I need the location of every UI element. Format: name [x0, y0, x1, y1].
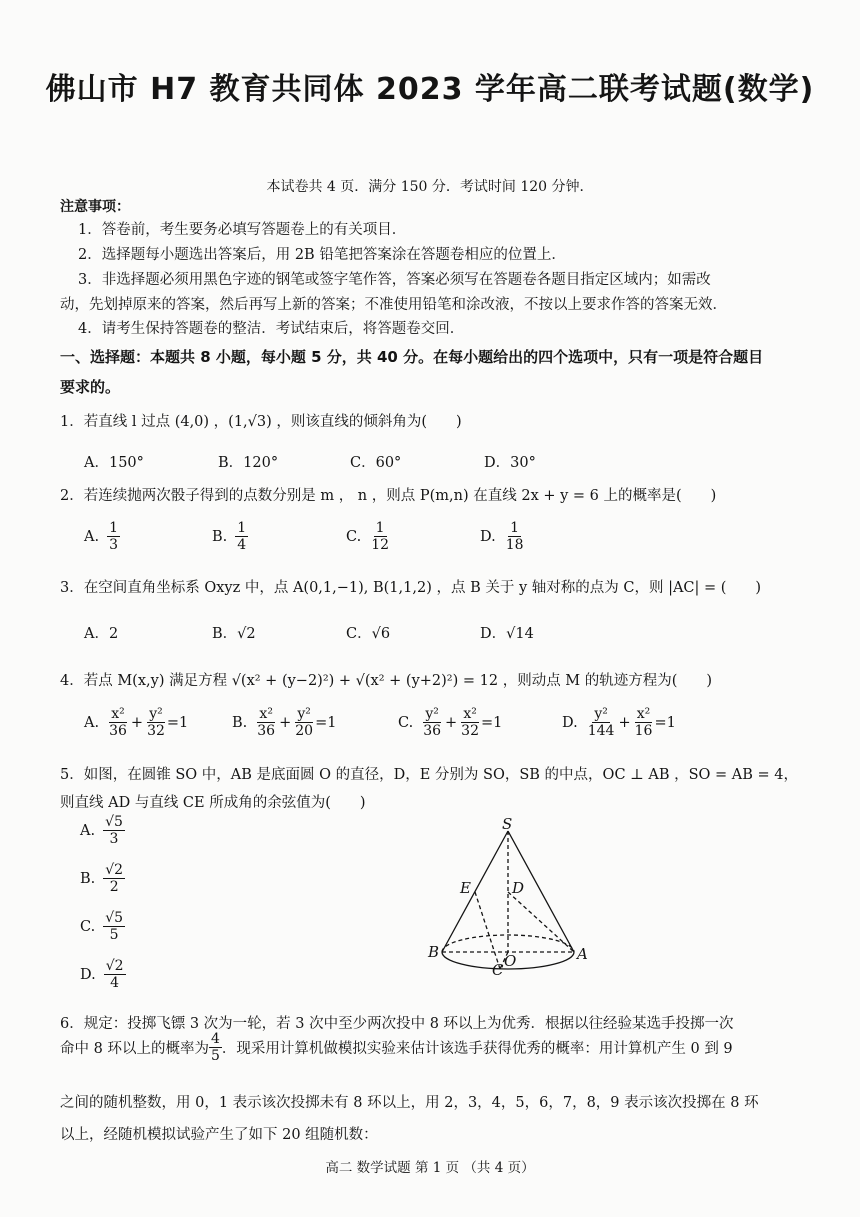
- equation-rhs: =1: [315, 714, 337, 731]
- numerator: 1: [109, 520, 119, 536]
- equation-rhs: =1: [166, 714, 189, 731]
- q5-option-d: [80, 958, 126, 991]
- option-label: B.: [232, 714, 248, 731]
- denominator: 5: [210, 1048, 220, 1065]
- notice-item: 动，先划掉原来的答案，然后再写上新的答案；不准使用铅笔和涂改液，不按以上要求作答的答案无效．: [60, 297, 727, 313]
- option-label: B.: [80, 870, 96, 887]
- q3-option-a: [84, 622, 118, 643]
- numerator: x²: [463, 706, 477, 722]
- denominator: 12: [371, 537, 390, 554]
- q2-option-a: [84, 520, 120, 553]
- fraction: [235, 520, 248, 553]
- equation-rhs: =1: [654, 714, 676, 731]
- cone-figure: [420, 815, 600, 975]
- fraction: [209, 1031, 222, 1064]
- question-2-stem: 2．若连续抛两次骰子得到的点数分别是 m ， n ，则点 P(m,n) 在直线 2x + y = 6 上的概率是( ): [60, 488, 717, 504]
- numerator: 1: [510, 520, 520, 536]
- numerator: √2: [105, 958, 124, 974]
- numerator: y²: [297, 706, 311, 722]
- denominator: 20: [295, 723, 314, 740]
- section-heading: 一、选择题：本题共 8 小题，每小题 5 分，共 40 分。在每小题给出的四个选项中，只有一项是符合题目: [60, 348, 764, 366]
- option-label: C．: [346, 626, 372, 642]
- plus-sign: +: [618, 714, 631, 731]
- plus-sign: +: [279, 714, 292, 731]
- numerator: √2: [105, 862, 124, 878]
- numerator: x²: [111, 706, 125, 722]
- numerator: y²: [425, 706, 439, 722]
- q4-option-c: [398, 706, 502, 739]
- option-label: A.: [84, 528, 100, 545]
- fraction: [369, 520, 391, 553]
- label-B: B: [428, 943, 440, 961]
- q2-option-c: [346, 520, 391, 553]
- q1-option-b: B．120°: [218, 455, 279, 471]
- numerator: x²: [259, 706, 273, 722]
- denominator: 36: [257, 723, 276, 740]
- question-5-stem: 5．如图，在圆锥 SO 中，AB 是底面圆 O 的直径，D，E 分别为 SO，SB 的中点，OC ⊥ AB ，SO = AB = 4，: [60, 767, 799, 783]
- numerator: y²: [594, 706, 608, 722]
- q1-option-c: C．60°: [350, 455, 402, 471]
- fraction: [103, 910, 125, 943]
- exam-info: 本试卷共 4 页．满分 150 分．考试时间 120 分钟．: [266, 179, 594, 195]
- denominator: 36: [423, 723, 442, 740]
- q4-option-a: [84, 706, 188, 739]
- option-label: D.: [480, 528, 496, 545]
- page-footer: 高二 数学试题 第 1 页 （共 4 页）: [325, 1160, 535, 1176]
- option-label: C.: [398, 714, 414, 731]
- q2-option-b: [212, 520, 248, 553]
- option-label: A．: [84, 626, 109, 642]
- question-6-line2: [60, 1031, 733, 1064]
- numerator: √5: [105, 910, 124, 926]
- option-value: √14: [506, 626, 534, 642]
- option-value: 2: [108, 626, 119, 642]
- denominator: 36: [109, 723, 127, 740]
- q2-option-d: [480, 520, 526, 553]
- q4-option-d: [562, 706, 676, 739]
- q4-option-b: [232, 706, 336, 739]
- q6-text: 命中 8 环以上的概率为: [60, 1041, 209, 1058]
- question-6-line4: 以上，经随机模拟试验产生了如下 20 组随机数：: [60, 1127, 378, 1143]
- q5-option-b: [80, 862, 125, 895]
- fraction: [107, 706, 129, 739]
- q5-option-a: [80, 814, 125, 847]
- fraction: [103, 862, 125, 895]
- label-E: E: [460, 879, 471, 897]
- q3-option-c: [346, 622, 390, 643]
- option-label: C.: [80, 918, 96, 935]
- label-O: O: [504, 952, 517, 970]
- segment-EC: [475, 892, 500, 969]
- plus-sign: +: [130, 714, 144, 731]
- notice-heading: 注意事项：: [60, 199, 130, 215]
- question-1-stem: 1．若直线 l 过点 (4,0) ，(1,√3) ，则该直线的倾斜角为( ): [60, 414, 462, 430]
- option-label: B．: [212, 626, 238, 642]
- denominator: 4: [110, 975, 120, 992]
- q1-option-a: A．150°: [84, 455, 144, 471]
- fraction: [145, 706, 167, 739]
- fraction: [421, 706, 443, 739]
- q3-option-d: [480, 622, 534, 643]
- numerator: √5: [105, 814, 123, 830]
- question-6-stem: 6．规定：投掷飞镖 3 次为一轮，若 3 次中至少两次投中 8 环以上为优秀．根据以往经验某选手投掷一次: [60, 1016, 734, 1032]
- numerator: y²: [149, 706, 163, 722]
- notice-item: 1．答卷前，考生要务必填写答题卷上的有关项目．: [78, 222, 407, 238]
- edge-SB: [442, 831, 508, 952]
- notice-item: 4．请考生保持答题卷的整洁．考试结束后，将答题卷交回．: [78, 321, 465, 337]
- option-label: D．: [480, 626, 507, 642]
- denominator: 2: [109, 879, 119, 896]
- label-A: A: [577, 945, 588, 963]
- denominator: 5: [109, 927, 119, 944]
- option-label: C.: [346, 528, 362, 545]
- denominator: 18: [505, 537, 524, 554]
- question-4-stem: 4．若点 M(x,y) 满足方程 √(x² + (y−2)²) + √(x² + (y+2)²) = 12 ，则动点 M 的轨迹方程为( ): [60, 673, 713, 689]
- q3-option-b: [212, 622, 256, 643]
- fraction: [103, 814, 125, 847]
- option-label: B.: [212, 528, 228, 545]
- fraction: [107, 520, 120, 553]
- section-heading-cont: 要求的。: [60, 378, 121, 396]
- notice-item: 2．选择题每小题选出答案后，用 2B 铅笔把答案涂在答题卷相应的位置上．: [78, 247, 566, 263]
- fraction: [255, 706, 277, 739]
- page-title: 佛山市 H7 教育共同体 2023 学年高二联考试题(数学): [45, 72, 815, 107]
- numerator: 4: [210, 1031, 220, 1047]
- label-C: C: [492, 961, 504, 975]
- option-label: A.: [80, 822, 96, 839]
- denominator: 144: [587, 723, 615, 740]
- notice-item: 3．非选择题必须用黑色字迹的钢笔或签字笔作答，答案必须写在答题卷各题目指定区域内；如需改: [78, 272, 711, 288]
- option-value: √2: [237, 626, 256, 642]
- denominator: 32: [147, 723, 165, 740]
- q6-text: ．现采用计算机做模拟实验来估计该选手获得优秀的概率：用计算机产生 0 到 9: [221, 1041, 733, 1058]
- denominator: 16: [634, 723, 653, 740]
- label-D: D: [512, 879, 525, 897]
- denominator: 3: [109, 831, 119, 848]
- numerator: 1: [375, 520, 385, 536]
- question-5-stem-cont: 则直线 AD 与直线 CE 所成角的余弦值为( ): [60, 795, 366, 811]
- option-label: D.: [80, 966, 96, 983]
- fraction: [586, 706, 617, 739]
- plus-sign: +: [445, 714, 458, 731]
- equation-rhs: =1: [481, 714, 503, 731]
- q1-option-d: D．30°: [484, 455, 536, 471]
- denominator: 32: [461, 723, 479, 740]
- fraction: [104, 958, 126, 991]
- denominator: 4: [237, 537, 247, 554]
- fraction: [633, 706, 655, 739]
- fraction: [459, 706, 481, 739]
- option-label: A.: [84, 714, 100, 731]
- fraction: [293, 706, 315, 739]
- option-value: √6: [371, 626, 391, 642]
- numerator: x²: [636, 706, 651, 722]
- numerator: 1: [237, 520, 247, 536]
- label-S: S: [502, 815, 513, 833]
- question-3-stem: 3．在空间直角坐标系 Oxyz 中，点 A(0,1,−1), B(1,1,2) ，点 B 关于 y 轴对称的点为 C，则 |AC| = ( ): [60, 580, 762, 596]
- question-6-line3: 之间的随机整数，用 0，1 表示该次投掷未有 8 环以上，用 2，3，4，5，6，7，8，9 表示该次投掷在 8 环: [60, 1095, 759, 1111]
- q5-option-c: [80, 910, 125, 943]
- fraction: [504, 520, 526, 553]
- option-label: D.: [562, 714, 578, 731]
- denominator: 3: [109, 537, 119, 554]
